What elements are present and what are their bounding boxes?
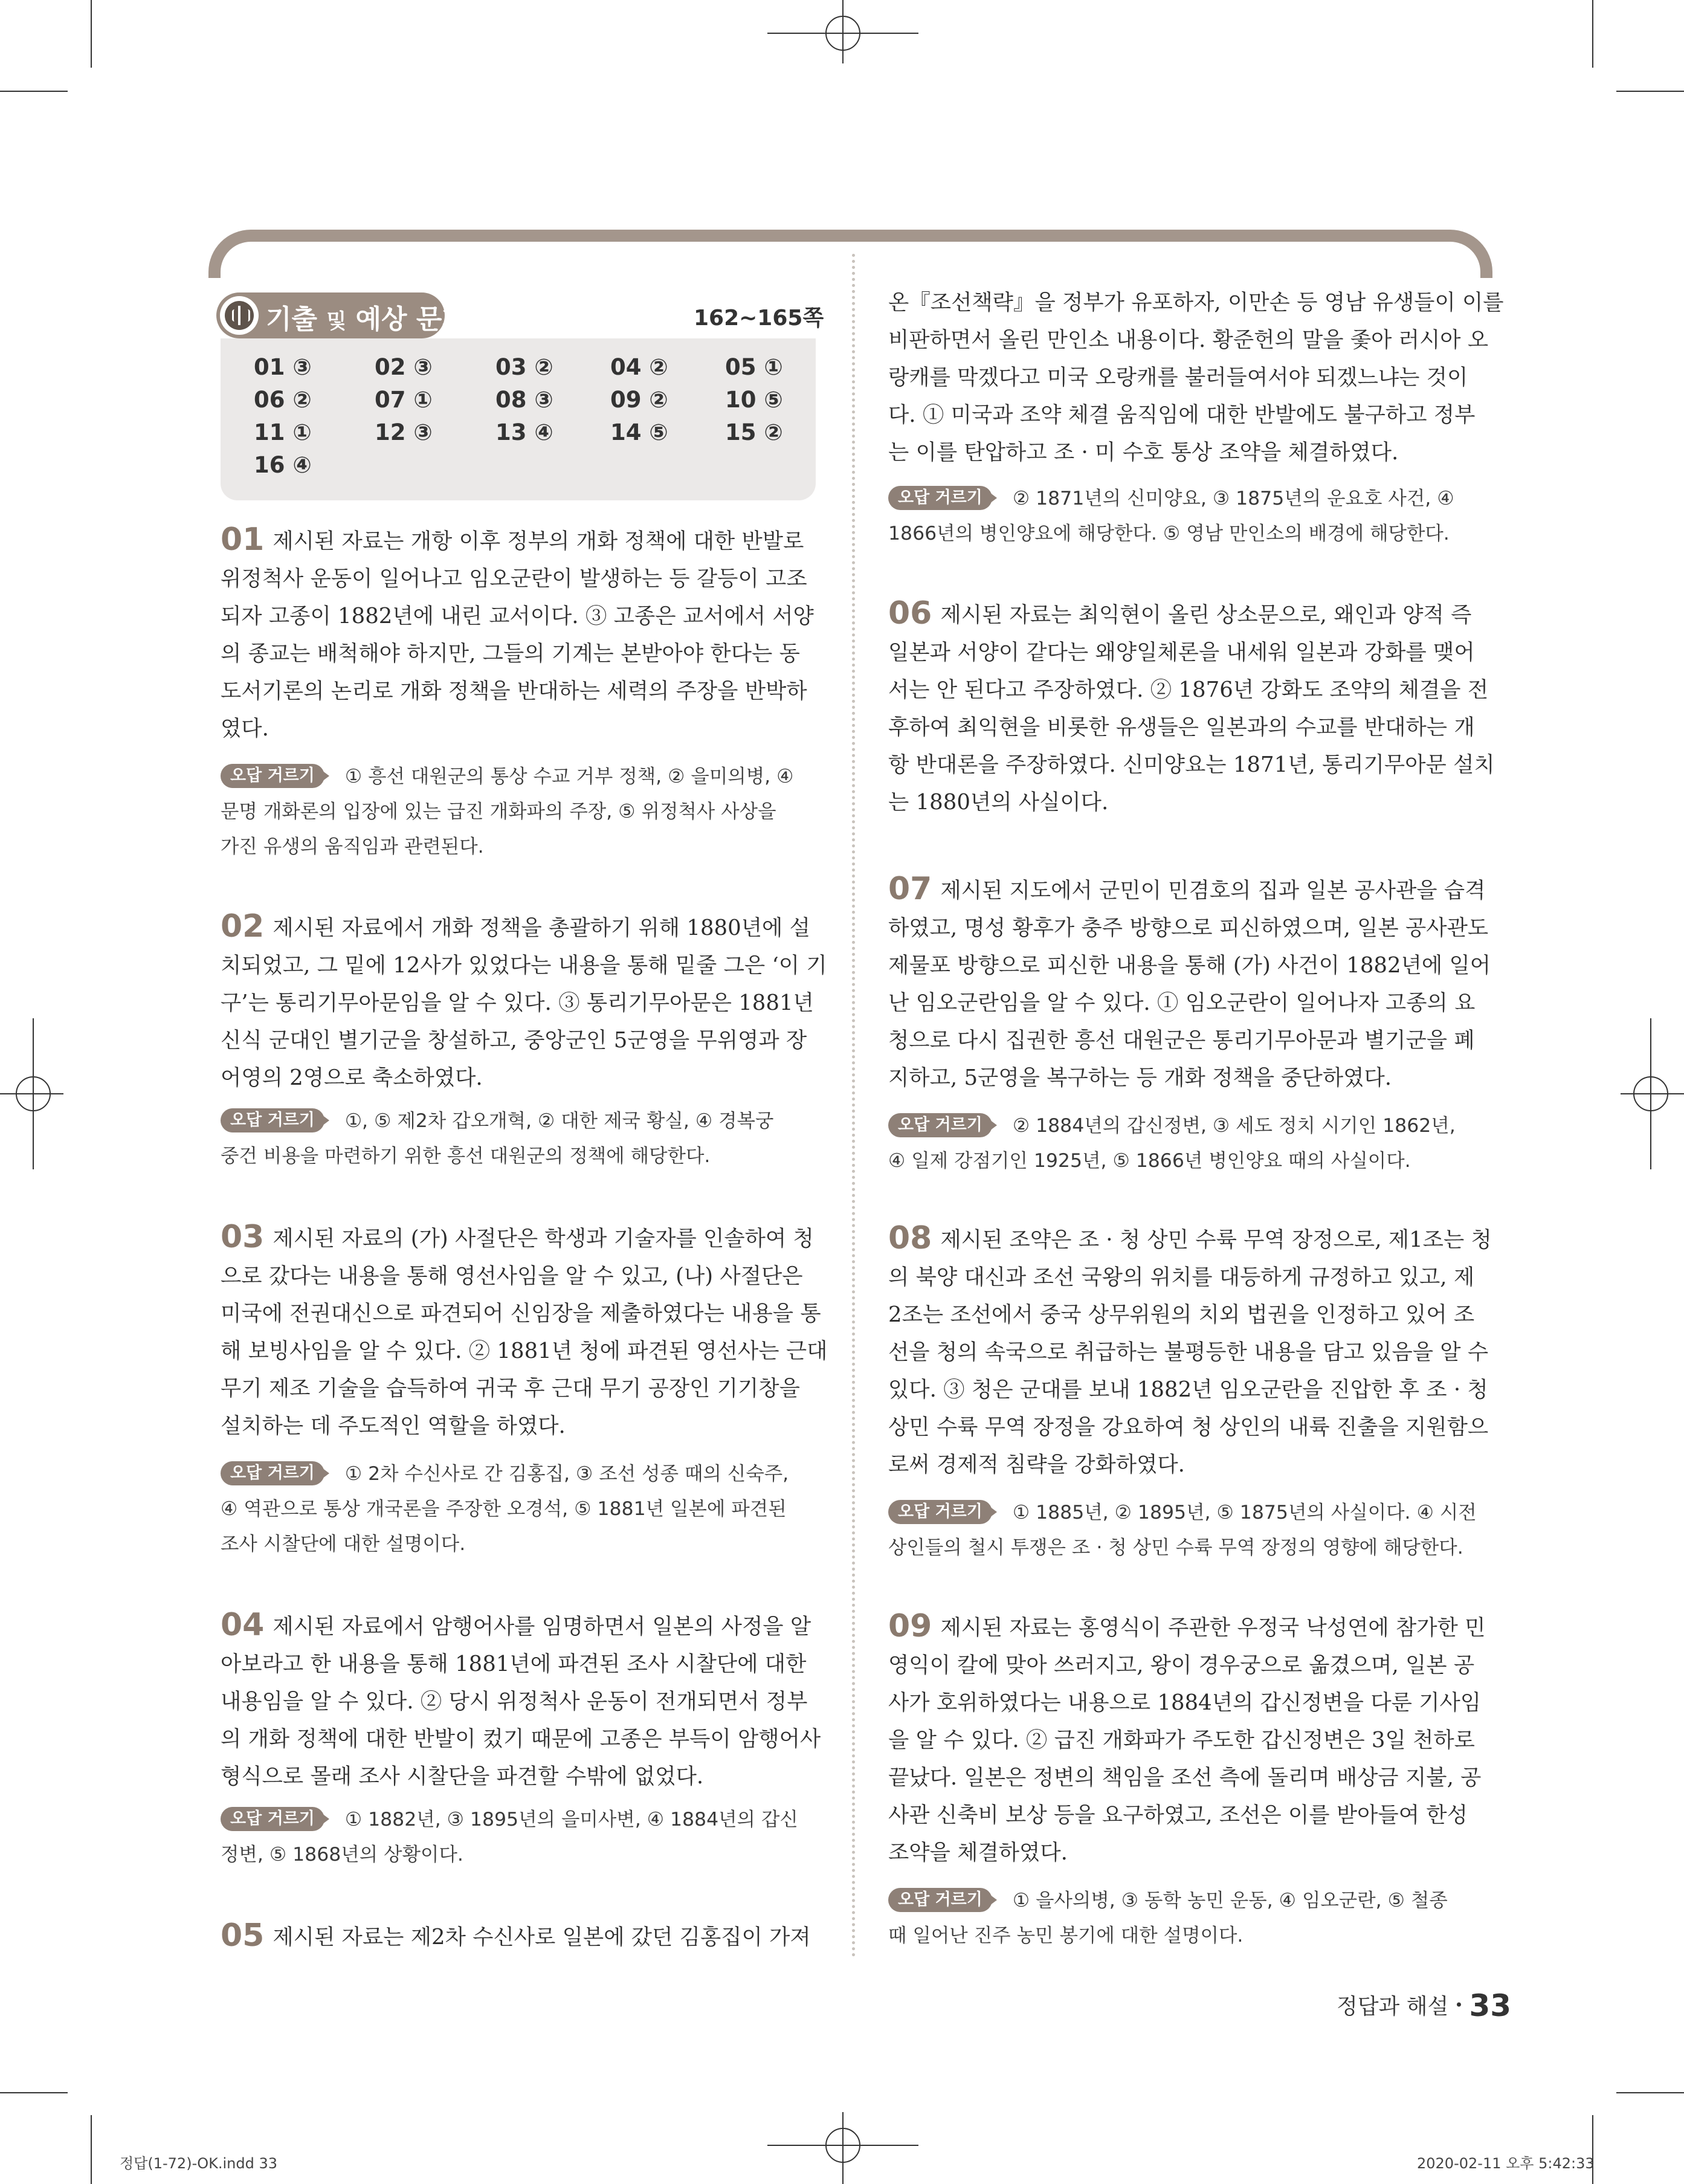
wrong-answer-note-07: 오답 거르기 ② 1884년의 갑신정변, ③ 세도 정치 시기인 1862년, ④ 일제 강점기인 1925년, ⑤ 1866년 병인양요 때의 사실이다. [888, 1108, 1456, 1178]
crop-mark [1592, 2115, 1593, 2184]
crop-mark [1616, 2092, 1684, 2093]
wrong-answer-note-02: 오답 거르기 ①, ⑤ 제2차 갑오개혁, ② 대한 제국 황실, ④ 경복궁 중건 비용을 마련하기 위한 흥선 대원군의 정책에 해당한다. [221, 1103, 773, 1174]
book-icon [220, 296, 259, 335]
answer-04: 04 제시된 자료에서 암행어사를 임명하면서 일본의 사정을 알 아보라고 한 내용을 통해 1881년에 파견된 조사 시찰단에 대한 내용임을 알 수 있다. ② 당시 위정척사 운동이 전개되면서 정부 의 개화 정책에 대한 반발이 컸기 때문에 고종은 부득이 암행어사 형식으로 몰래 조사 시찰단을 파견할 수밖에 없었다. [221, 1607, 821, 1789]
answer-08: 08 제시된 조약은 조 · 청 상민 수륙 무역 장정으로, 제1조는 청 의 북양 대신과 조선 국왕의 위치를 대등하게 규정하고 있고, 제 2조는 조선에서 중국 상무위원의 치외 법권을 인정하고 있어 조 선을 청의 속국으로 취급하는 불평등한 내용을 담고 있음을 알 수 있다. ③ 청은 군대를 보내 1882년 임오군란을 진압한 후 조 · 청 상민 수륙 무역 장정을 강요하여 청 상인의 내륙 진출을 지원함으 로써 경제적 침략을 강화하였다. [888, 1220, 1492, 1477]
footer-label: 정답과 해설 [1337, 1994, 1449, 2019]
page-range: 162~165쪽 [694, 306, 824, 331]
header-band [208, 230, 1492, 278]
answer-item: 11 ① [254, 419, 312, 445]
wrong-answer-note-08: 오답 거르기 ① 1885년, ② 1895년, ⑤ 1875년의 사실이다. ④ 시전 상인들의 철시 투쟁은 조 · 청 상민 수륙 무역 장정의 영향에 해당한다. [888, 1495, 1477, 1565]
answer-item: 14 ⑤ [610, 419, 668, 445]
answer-item: 08 ③ [495, 387, 553, 413]
registration-mark-right [1611, 1018, 1684, 1169]
answer-item: 01 ③ [254, 354, 312, 380]
answer-06: 06 제시된 자료는 최익현이 올린 상소문으로, 왜인과 양적 즉 일본과 서양이 같다는 왜양일체론을 내세워 일본과 강화를 맺어 서는 안 된다고 주장하였다. ② 1876년 강화도 조약의 체결을 전 후하여 최익현을 비롯한 유생들은 일본과의 수교를 반대하는 개 항 반대론을 주장하였다. 신미양요는 1871년, 통리기무아문 설치 는 1880년의 사실이다. [888, 595, 1495, 815]
crop-mark [1592, 0, 1593, 68]
answer-09: 09 제시된 자료는 홍영식이 주관한 우정국 낙성연에 참가한 민 영익이 칼에 맞아 쓰러지고, 왕이 경우궁으로 옮겼으며, 일본 공 사가 호위하였다는 내용으로 1884년의 갑신정변을 다룬 기사임 을 알 수 있다. ② 급진 개화파가 주도한 갑신정변은 3일 천하로 끝났다. 일본은 정변의 책임을 조선 측에 돌리며 배상금 지불, 공 사관 신축비 보상 등을 요구하였고, 조선은 이를 받아들여 한성 조약을 체결하였다. [888, 1608, 1486, 1865]
crop-mark [1616, 91, 1684, 92]
footer-bullet: • [1454, 1997, 1463, 2014]
answer-item: 04 ② [610, 354, 668, 380]
answer-05-continued: 온『조선책략』을 정부가 유포하자, 이만손 등 영남 유생들이 이를 비판하면서 올린 만인소 내용이다. 황준헌의 말을 좇아 러시아 오 랑캐를 막겠다고 미국 오랑캐를 불러들여서야 되겠느냐는 것이 다. ① 미국과 조약 체결 움직임에 대한 반발에도 불구하고 정부 는 이를 탄압하고 조 · 미 수호 통상 조약을 체결하였다. [888, 290, 1504, 465]
wrong-answer-note-04: 오답 거르기 ① 1882년, ③ 1895년의 을미사변, ④ 1884년의 갑신 정변, ⑤ 1868년의 상황이다. [221, 1802, 798, 1872]
wrong-answer-note-05: 오답 거르기 ② 1871년의 신미양요, ③ 1875년의 운요호 사건, ④ 1866년의 병인양요에 해당한다. ⑤ 영남 만인소의 배경에 해당한다. [888, 481, 1454, 551]
crop-mark [91, 2115, 92, 2184]
page-number: 33 [1469, 1988, 1512, 2023]
answer-item: 09 ② [610, 387, 668, 413]
registration-mark-bottom [767, 2112, 918, 2184]
column-divider [852, 254, 855, 1958]
registration-mark-left [0, 1018, 73, 1169]
answer-item: 16 ④ [254, 452, 312, 478]
answer-item: 13 ④ [495, 419, 553, 445]
answer-item: 07 ① [375, 387, 433, 413]
wrong-answer-note-03: 오답 거르기 ① 2차 수신사로 간 김홍집, ③ 조선 성종 때의 신숙주, ④ 역관으로 통상 개국론을 주장한 오경석, ⑤ 1881년 일본에 파견된 조사 시찰단에 대한 설명이다. [221, 1456, 789, 1562]
answer-item: 12 ③ [375, 419, 433, 445]
answer-01: 01 제시된 자료는 개항 이후 정부의 개화 정책에 대한 반발로 위정척사 운동이 일어나고 임오군란이 발생하는 등 갈등이 고조 되자 고종이 1882년에 내린 교서이다. ③ 고종은 교서에서 서양 의 종교는 배척해야 하지만, 그들의 기계는 본받아야 한다는 동 도서기론의 논리로 개화 정책을 반대하는 세력의 주장을 반박하 였다. [221, 522, 814, 741]
crop-mark [0, 91, 68, 92]
answer-05: 05 제시된 자료는 제2차 수신사로 일본에 갔던 김홍집이 가져 [221, 1917, 811, 1954]
answer-item: 15 ② [725, 419, 783, 445]
wrong-answer-note-09: 오답 거르기 ① 을사의병, ③ 동학 농민 운동, ④ 임오군란, ⑤ 철종 때 일어난 진주 농민 봉기에 대한 설명이다. [888, 1883, 1448, 1953]
slug-file: 정답(1-72)-OK.indd 33 [120, 2155, 277, 2172]
crop-mark [91, 0, 92, 68]
crop-mark [0, 2092, 68, 2093]
section-title: 기출 및 예상 문제 [266, 304, 468, 335]
registration-mark-top [767, 0, 918, 73]
answer-02: 02 제시된 자료에서 개화 정책을 총괄하기 위해 1880년에 설 치되었고, 그 밑에 12사가 있었다는 내용을 통해 밑줄 그은 ‘이 기 구’는 통리기무아문임을 알 수 있다. ③ 통리기무아문은 1881년 신식 군대인 별기군을 창설하고, 중앙군인 5군영을 무위영과 장 어영의 2영으로 축소하였다. [221, 908, 827, 1090]
answer-item: 10 ⑤ [725, 387, 783, 413]
answer-item: 05 ① [725, 354, 783, 380]
answer-03: 03 제시된 자료의 (가) 사절단은 학생과 기술자를 인솔하여 청 으로 갔다는 내용을 통해 영선사임을 알 수 있고, (나) 사절단은 미국에 전권대신으로 파견되어 신임장을 제출하였다는 내용을 통 해 보빙사임을 알 수 있다. ② 1881년 청에 파견된 영선사는 근대 무기 제조 기술을 습득하여 귀국 후 근대 무기 공장인 기기창을 설치하는 데 주도적인 역할을 하였다. [221, 1219, 828, 1438]
slug-date: 2020-02-11 오후 5:42:33 [1417, 2155, 1595, 2172]
page-footer [1337, 1988, 1511, 2023]
answer-item: 03 ② [495, 354, 553, 380]
answer-07: 07 제시된 지도에서 군민이 민겸호의 집과 일본 공사관을 습격 하였고, 명성 황후가 충주 방향으로 피신하였으며, 일본 공사관도 제물포 방향으로 피신한 내용을 통해 (가) 사건이 1882년에 일어 난 임오군란임을 알 수 있다. ① 임오군란이 일어나자 고종의 요 청으로 다시 집권한 흥선 대원군은 통리기무아문과 별기군을 폐 지하고, 5군영을 복구하는 등 개화 정책을 중단하였다. [888, 871, 1491, 1090]
wrong-answer-note-01: 오답 거르기 ① 흥선 대원군의 통상 수교 거부 정책, ② 을미의병, ④ 문명 개화론의 입장에 있는 급진 개화파의 주장, ⑤ 위정척사 사상을 가진 유생의 움직임과 관련된다. [221, 759, 793, 864]
answer-item: 06 ② [254, 387, 312, 413]
answer-item: 02 ③ [375, 354, 433, 380]
